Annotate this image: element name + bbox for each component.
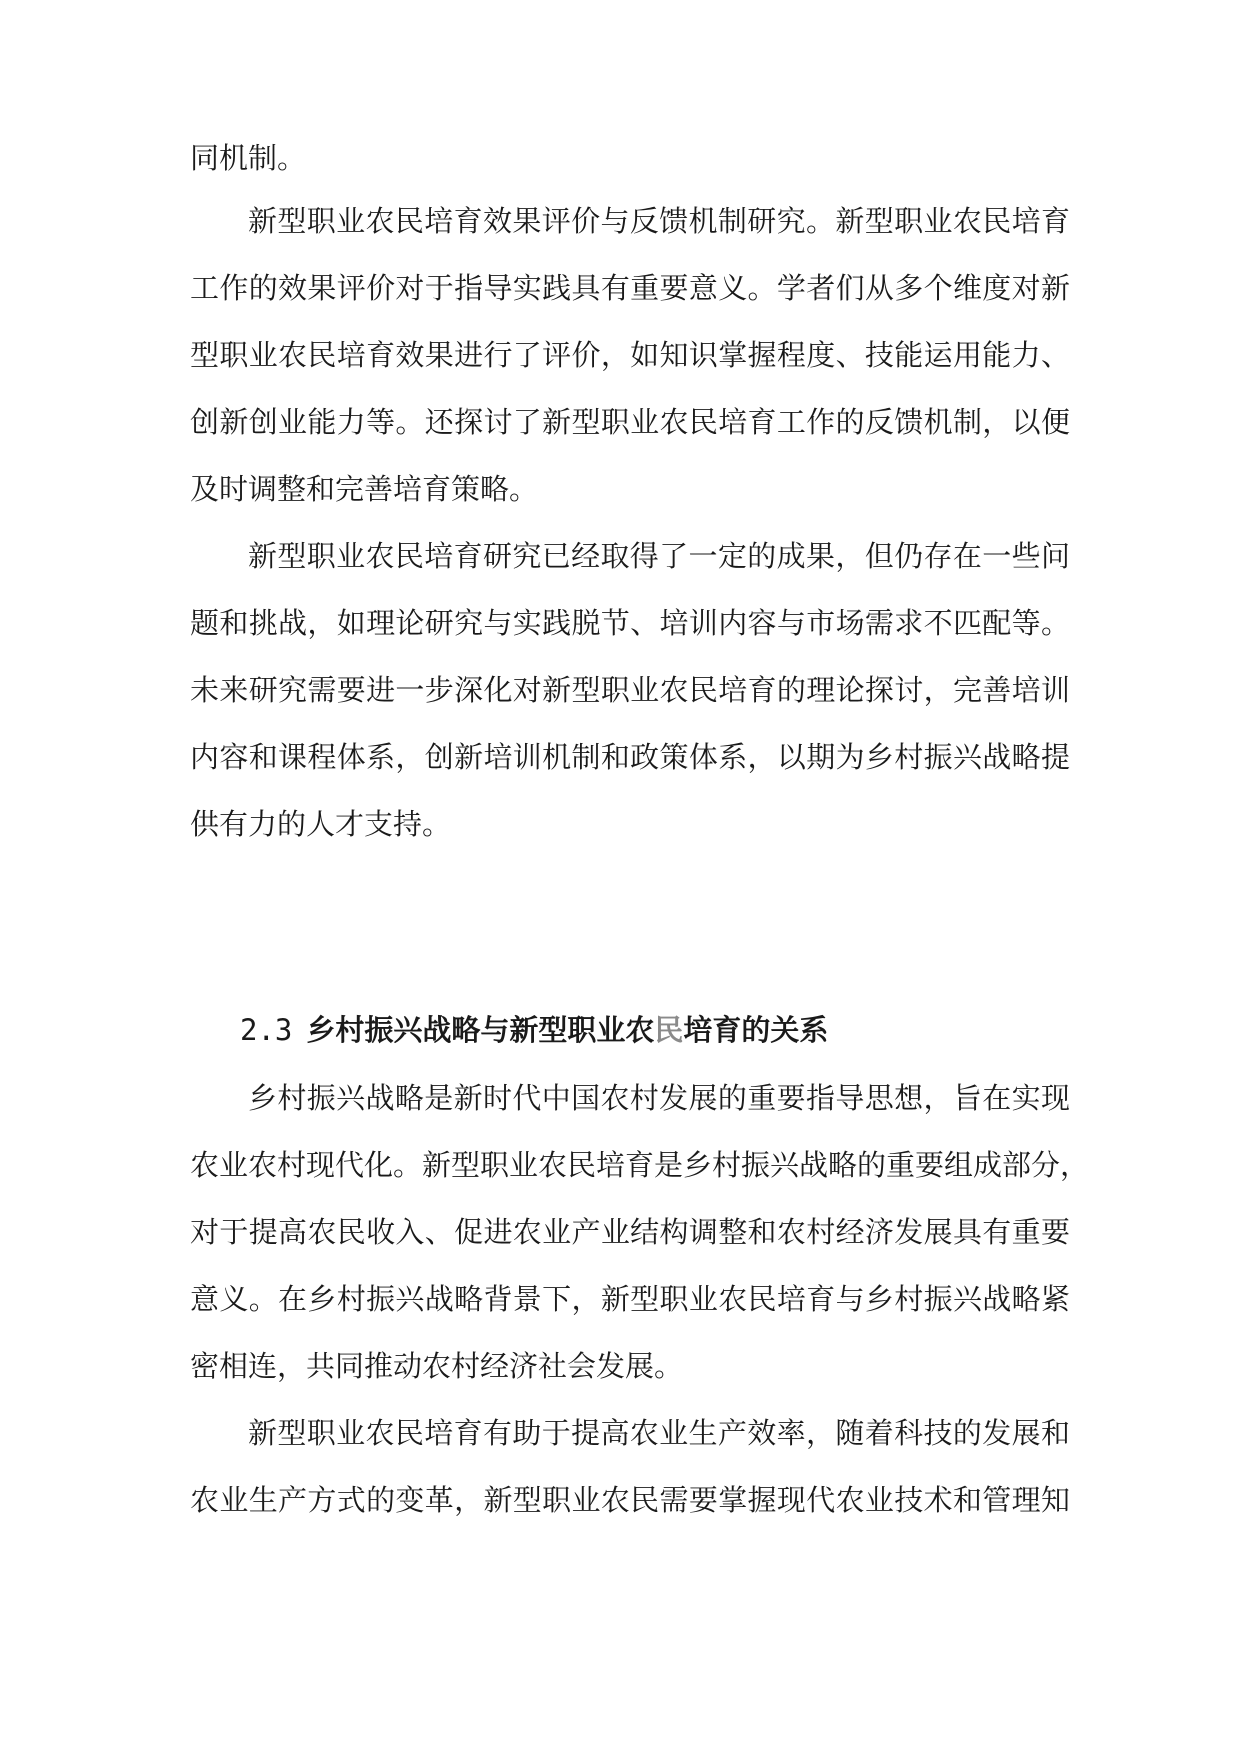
paragraph-line: 新型职业农民培育效果评价与反馈机制研究。新型职业农民培育 — [248, 204, 1070, 238]
paragraph-line: 农业生产方式的变革，新型职业农民需要掌握现代农业技术和管理知 — [190, 1483, 1070, 1517]
paragraph-line: 同机制。 — [190, 141, 307, 175]
paragraph-line: 型职业农民培育效果进行了评价，如知识掌握程度、技能运用能力、 — [190, 338, 1070, 372]
section-title-faded-char: 民 — [654, 1013, 684, 1047]
paragraph-line: 新型职业农民培育研究已经取得了一定的成果，但仍存在一些问 — [248, 539, 1070, 573]
paragraph-line: 内容和课程体系，创新培训机制和政策体系，以期为乡村振兴战略提 — [190, 740, 1070, 774]
section-heading — [240, 1010, 828, 1050]
paragraph-line: 创新创业能力等。还探讨了新型职业农民培育工作的反馈机制，以便 — [190, 405, 1070, 439]
paragraph-line: 乡村振兴战略是新时代中国农村发展的重要指导思想，旨在实现 — [248, 1081, 1070, 1115]
paragraph-line: 供有力的人才支持。 — [190, 807, 452, 841]
section-title-part: 培育的关系 — [683, 1013, 829, 1047]
paragraph-line: 对于提高农民收入、促进农业产业结构调整和农村经济发展具有重要 — [190, 1215, 1070, 1249]
paragraph-line: 工作的效果评价对于指导实践具有重要意义。学者们从多个维度对新 — [190, 271, 1070, 305]
paragraph-line: 题和挑战，如理论研究与实践脱节、培训内容与市场需求不匹配等。 — [190, 606, 1070, 640]
paragraph-line: 密相连，共同推动农村经济社会发展。 — [190, 1349, 684, 1383]
paragraph-line: 新型职业农民培育有助于提高农业生产效率，随着科技的发展和 — [248, 1416, 1070, 1450]
section-number: 2.3 — [240, 1013, 293, 1047]
section-title-part: 乡村振兴战略与新型职业农 — [306, 1013, 655, 1047]
paragraph-line: 未来研究需要进一步深化对新型职业农民培育的理论探讨，完善培训 — [190, 673, 1070, 707]
paragraph-line: 农业农村现代化。新型职业农民培育是乡村振兴战略的重要组成部分， — [190, 1148, 1090, 1182]
paragraph-line: 意义。在乡村振兴战略背景下，新型职业农民培育与乡村振兴战略紧 — [190, 1282, 1070, 1316]
paragraph-line: 及时调整和完善培育策略。 — [190, 472, 539, 506]
